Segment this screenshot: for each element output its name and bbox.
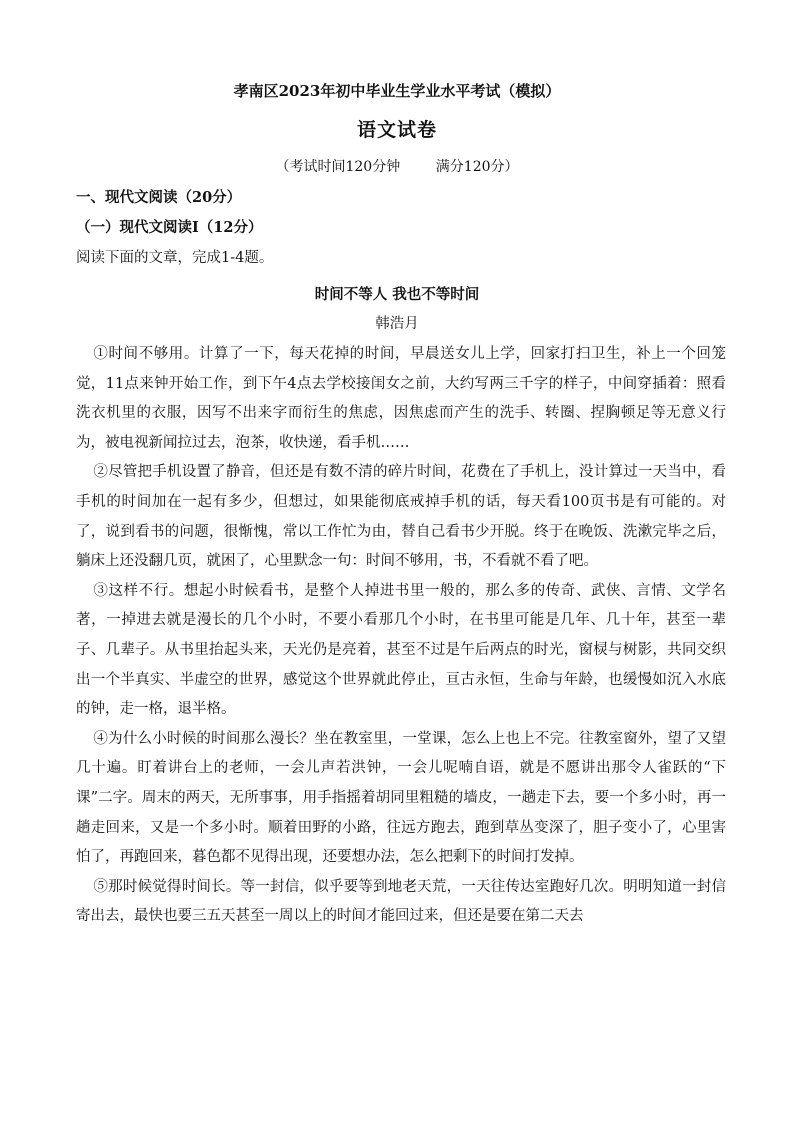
- article-paragraph-1: ①时间不够用。计算了一下，每天花掉的时间，早晨送女儿上学，回家打扫卫生，补上一个回笼觉，11点来钟开始工作，到下午4点去学校接闺女之前，大约写两三千字的样子，中间穿插着：照看洗衣机里的衣服，因写不出来字而衍生的焦虑，因焦虑而产生的洗手、转圈、捏胸顿足等无意义行为，被电视新闻拉过去，泡茶，收快递，看手机……: [76, 346, 726, 451]
- reading-instruction: 阅读下面的文章，完成1-4题。: [76, 250, 274, 266]
- article-paragraph-4: ④为什么小时候的时间那么漫长？坐在教室里，一堂课，怎么上也上不完。往教室窗外，望了又望几十遍。盯着讲台上的老师，一会儿声若洪钟，一会儿呢喃自语，就是不愿讲出那令人雀跃的“下课”二字。周末的两天，无所事事，用手指摇着胡同里粗糙的墙皮，一趟走下去，要一个多小时，再一趟走回来，又是一个多小时。顺着田野的小路，往远方跑去，跑到草丛变深了，胆子变小了，心里害怕了，再跑回来，暮色都不见得出现，还要想办法，怎么把剩下的时间打发掉。: [76, 730, 726, 866]
- article-body: [76, 340, 726, 932]
- article-author: 韩浩月: [375, 316, 419, 332]
- exam-title: 孝南区2023年初中毕业生学业水平考试（模拟）: [233, 82, 561, 100]
- part1-sub1-heading: （一）现代文阅读Ⅰ（12分）: [76, 219, 263, 236]
- article-paragraph-3: ③这样不行。想起小时候看书，是整个人掉进书里一般的，那么多的传奇、武侠、言情、文学名著，一掉进去就是漫长的几个小时，不要小看那几个小时，在书里可能是几年、几十年，甚至一辈子、几辈子。从书里抬起头来，天光仍是亮着，甚至不过是午后两点的时光，窗棂与树影，共同交织出一个半真实、半虚空的世界，感觉这个世界就此停止，亘古永恒，生命与年龄，也缓慢如沉入水底的钟，走一格，退半格。: [76, 582, 726, 718]
- exam-info: （考试时间120分钟 满分120分）: [275, 159, 519, 175]
- article-title: 时间不等人 我也不等时间: [314, 286, 480, 303]
- article-paragraph-2: ②尽管把手机设置了静音，但还是有数不清的碎片时间，花费在了手机上，没计算过一天当中，看手机的时间加在一起有多少，但想过，如果能彻底戒掉手机的话，每天看100页书是有可能的。对了，说到看书的问题，很惭愧，常以工作忙为由，替自己看书少开脱。终于在晚饭、洗漱完毕之后，躺床上还没翻几页，就困了，心里默念一句：时间不够用，书，不看就不看了吧。: [76, 464, 726, 570]
- article-paragraph-5: ⑤那时候觉得时间长。等一封信，似乎要等到地老天荒，一天往传达室跑好几次。明明知道一封信寄出去，最快也要三五天甚至一周以上的时间才能回过来，但还是要在第二天去: [76, 878, 726, 925]
- part1-heading: 一、现代文阅读（20分）: [76, 189, 242, 206]
- subject-title: 语文试卷: [356, 119, 437, 141]
